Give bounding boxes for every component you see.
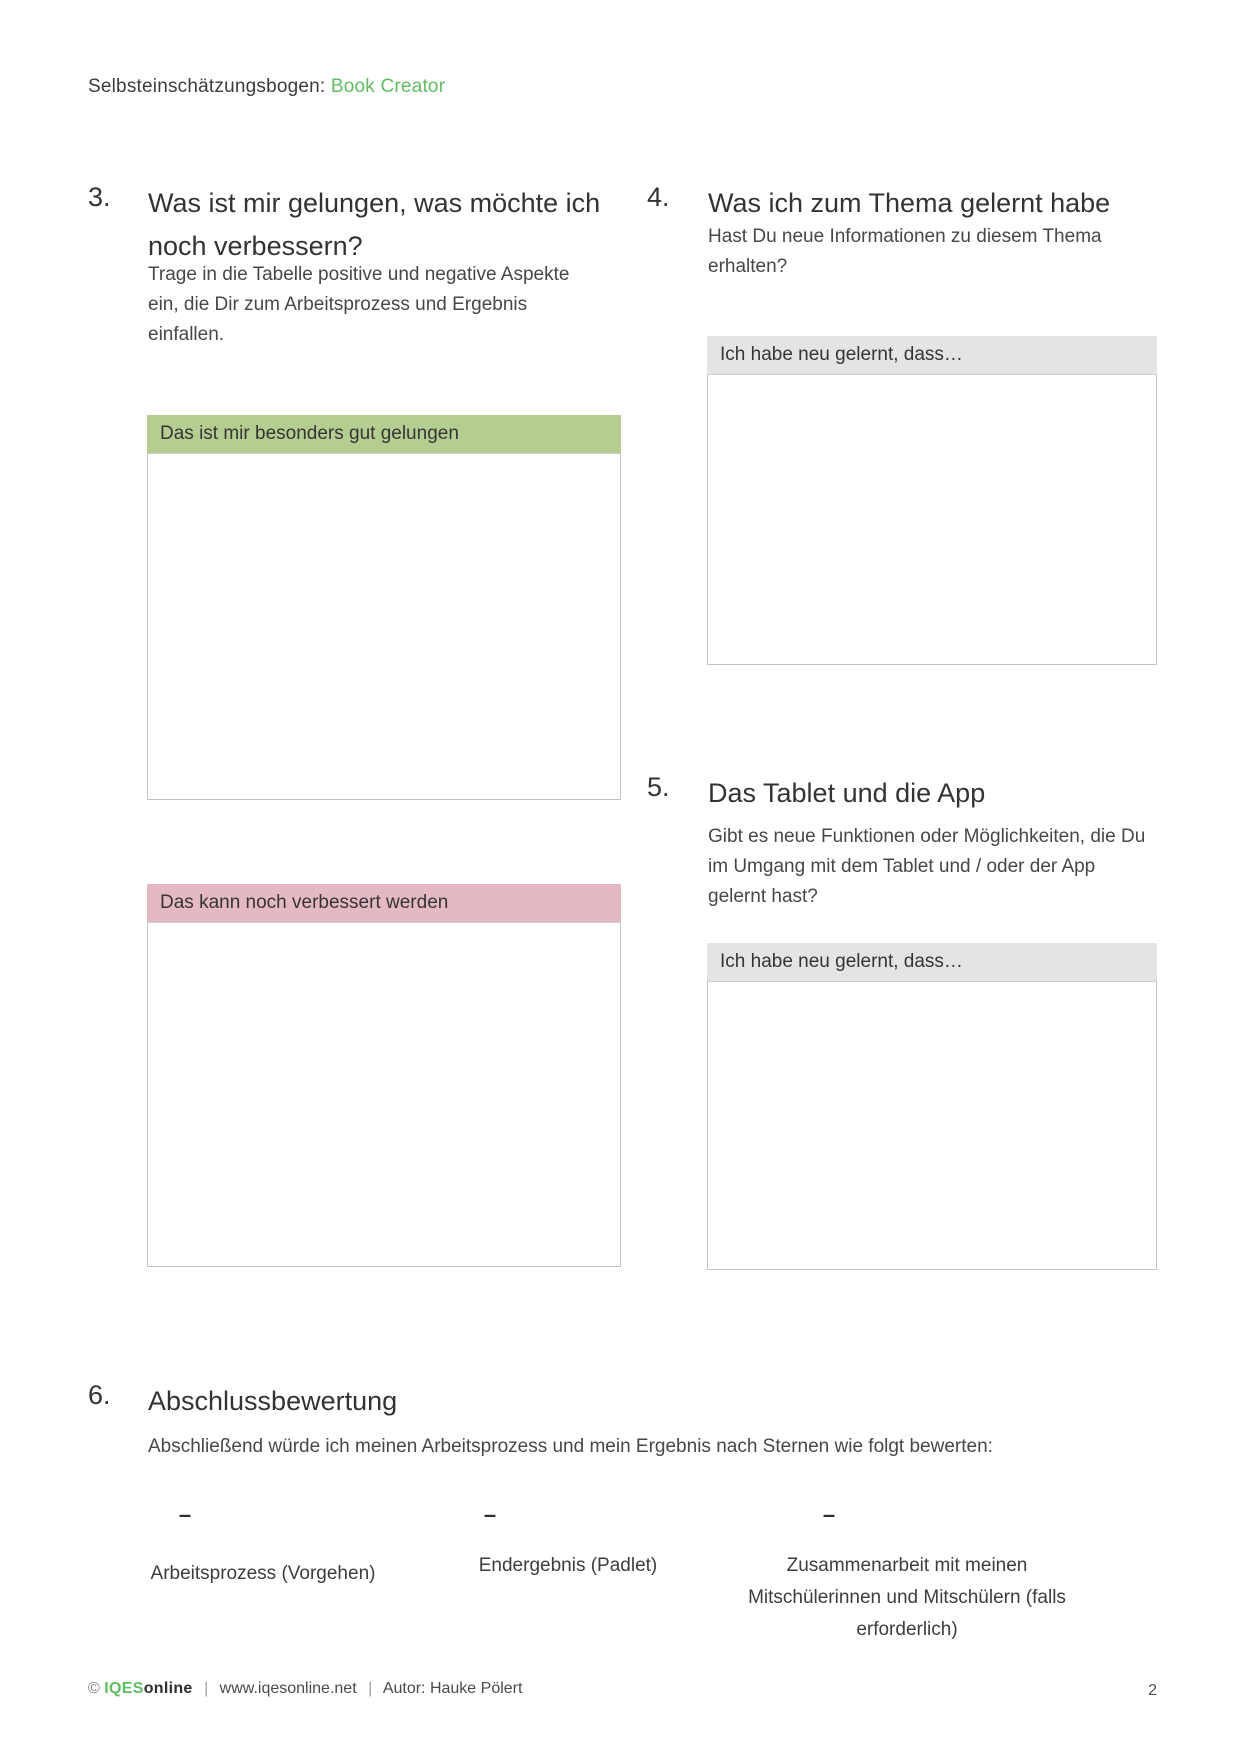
section-4-number: 4. <box>647 182 670 212</box>
footer <box>88 1680 522 1698</box>
rating-stars-placeholder[interactable]: – <box>483 1502 497 1527</box>
section-4-title: Was ich zum Thema gelernt habe <box>708 188 1111 218</box>
learned-box-1-input[interactable] <box>707 374 1157 665</box>
footer-separator: | <box>204 1680 209 1697</box>
rating-label: Endergebnis (Padlet) <box>478 1555 658 1576</box>
brand-online: online <box>143 1680 193 1697</box>
section-4-description: Hast Du neue Informationen zu diesem Thema erhalten? <box>708 226 1102 277</box>
page-number: 2 <box>1148 1682 1157 1699</box>
section-3-title: Was ist mir gelungen, was möchte ich noch verbessern? <box>148 188 601 261</box>
learned-box-2-header: Ich habe neu gelernt, dass… <box>707 943 1157 981</box>
negative-box-input[interactable] <box>147 922 621 1267</box>
section-5-title: Das Tablet und die App <box>708 778 986 808</box>
section-6-number: 6. <box>88 1380 111 1410</box>
negative-box-header: Das kann noch verbessert werden <box>147 884 621 922</box>
footer-author: Autor: Hauke Pölert <box>382 1680 523 1697</box>
footer-separator: | <box>368 1680 373 1697</box>
positive-box-input[interactable] <box>147 453 621 800</box>
learned-box-2-input[interactable] <box>707 981 1157 1270</box>
section-5-description: Gibt es neue Funktionen oder Möglichkeiten, die Du im Umgang mit dem Tablet und / oder der App gelernt hast? <box>708 826 1146 907</box>
rating-label: Arbeitsprozess (Vorgehen) <box>150 1563 376 1584</box>
doc-title-prefix: Selbsteinschätzungsbogen: <box>88 76 326 97</box>
footer-url[interactable]: www.iqesonline.net <box>219 1680 357 1697</box>
section-3-number: 3. <box>88 182 111 212</box>
rating-stars-placeholder[interactable]: – <box>178 1502 192 1527</box>
doc-title <box>88 76 445 98</box>
brand-iqes: IQES <box>104 1680 144 1697</box>
doc-title-accent: Book Creator <box>330 76 446 97</box>
positive-box-header: Das ist mir besonders gut gelungen <box>147 415 621 453</box>
section-6-title: Abschlussbewertung <box>148 1386 398 1416</box>
rating-label: Zusammenarbeit mit meinen Mitschülerinnen und Mitschülern (falls erforderlich) <box>748 1555 1066 1640</box>
section-5-number: 5. <box>647 772 670 802</box>
learned-box-1-header: Ich habe neu gelernt, dass… <box>707 336 1157 374</box>
copyright-symbol: © <box>88 1680 100 1697</box>
rating-column-zusammenarbeit <box>745 1502 1069 1646</box>
rating-stars-placeholder[interactable]: – <box>822 1502 836 1527</box>
section-6-description: Abschließend würde ich meinen Arbeitsprozess und mein Ergebnis nach Sternen wie folgt bewerten: <box>148 1436 993 1457</box>
section-3-description: Trage in die Tabelle positive und negative Aspekte ein, die Dir zum Arbeitsprozess und Ergebnis einfallen. <box>148 264 570 345</box>
